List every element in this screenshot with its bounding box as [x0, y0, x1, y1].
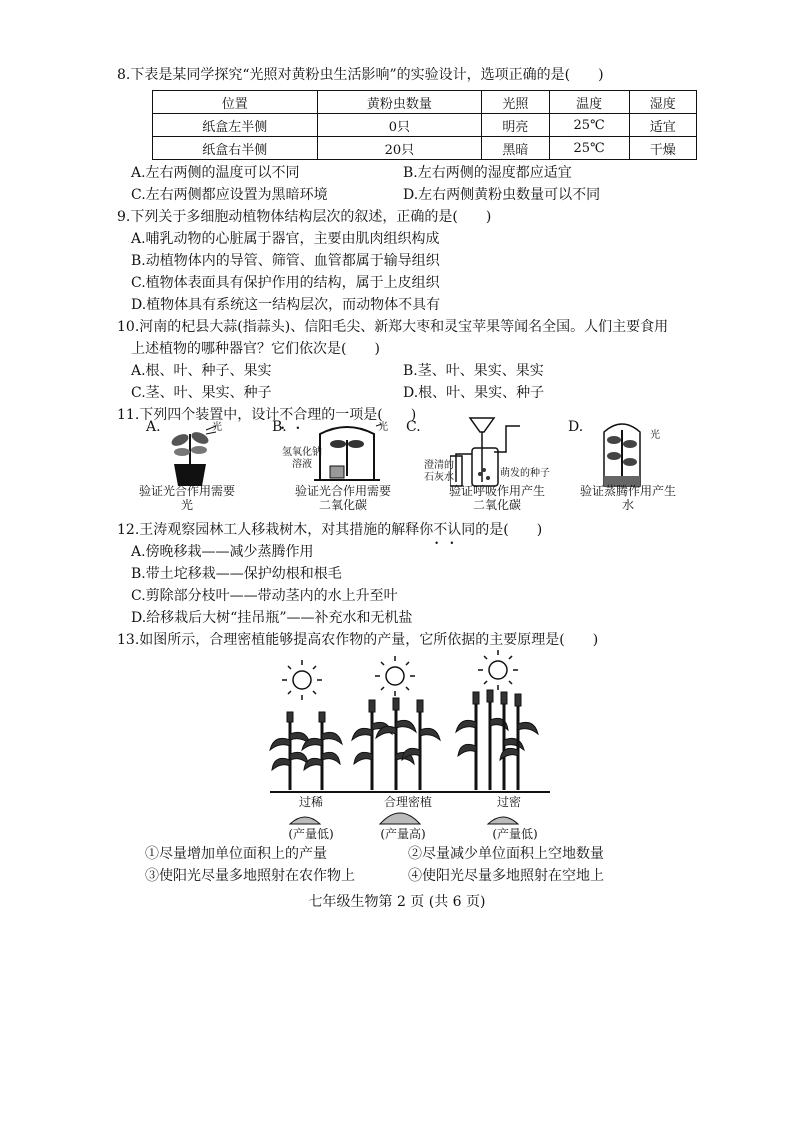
corn-plant-icon: [270, 712, 310, 790]
group-proper-label: 合理密植: [383, 795, 432, 809]
apparatus-d-bagged-plant-icon: [594, 414, 654, 490]
q10-stem-line2: 上述植物的哪种器官？它们依次是( ): [131, 341, 380, 357]
q9-option-c: C.植物体表面具有保护作用的结构，属于上皮组织: [131, 275, 440, 291]
yield-high-mound-icon: [380, 813, 420, 824]
q10-stem-line1: 10.河南的杞县大蒜(指蒜头)、信阳毛尖、新郑大枣和灵宝苹果等闻名全国。人们主要食用: [117, 319, 669, 335]
q8-stem: 8.下表是某同学探究“光照对黄粉虫生活影响”的实验设计，选项正确的是( ): [117, 67, 604, 83]
sun-icon: [282, 660, 322, 700]
q13-option-3: ③使阳光尽量多地照射在农作物上: [145, 868, 355, 884]
table-cell: 明亮: [482, 114, 549, 137]
q10-option-a: A.根、叶、种子、果实: [131, 363, 272, 379]
yield-low-mound-icon: [290, 817, 320, 824]
sun-icon: [375, 656, 415, 696]
table-header: 光照: [482, 91, 549, 114]
corn-plant-icon: [352, 700, 392, 790]
q9-stem: 9.下列关于多细胞动植物体结构层次的叙述，正确的是( ): [117, 209, 492, 225]
apparatus-c-respiration-icon: [450, 412, 530, 492]
q13-option-1: ①尽量增加单位面积上的产量: [145, 846, 327, 862]
group-dense-label: 过密: [496, 795, 521, 809]
table-cell: 干燥: [629, 137, 696, 160]
q11-label-b: B.: [272, 419, 287, 435]
caption-c: 验证呼吸作用产生二氧化碳: [448, 484, 545, 512]
table-header: 湿度: [629, 91, 696, 114]
q12-stem-part1: 12.王涛观察园林工人移栽树木，对其措施的解释你: [117, 522, 434, 538]
corn-plant-icon: [302, 712, 342, 790]
caption-d: 验证蒸腾作用产生水: [579, 484, 676, 512]
group-sparse-label: 过稀: [298, 795, 323, 809]
q13-stem: 13.如图所示，合理密植能够提高农作物的产量，它所依据的主要原理是( ): [117, 632, 599, 648]
q8-option-d: D.左右两侧黄粉虫数量可以不同: [403, 187, 601, 203]
q12-option-d: D.给移栽后大树“挂吊瓶”——补充水和无机盐: [131, 610, 413, 626]
q13-option-4: ④使阳光尽量多地照射在空地上: [408, 868, 604, 884]
table-header: 温度: [549, 91, 629, 114]
table-cell: 25℃: [549, 137, 629, 160]
table-cell: 0只: [317, 114, 482, 137]
page-footer: 七年级生物第 2 页 (共 6 页): [308, 894, 486, 910]
table-row: [153, 137, 697, 160]
q8-table: [152, 90, 697, 160]
sun-icon: [478, 650, 518, 690]
q9-option-a: A.哺乳动物的心脏属于器官，主要由肌肉组织构成: [131, 231, 440, 247]
yield-label-dense: (产量低): [492, 827, 538, 841]
yield-label-proper: (产量高): [380, 827, 426, 841]
q8-option-a: A.左右两侧的温度可以不同: [131, 165, 300, 181]
table-cell: 25℃: [549, 114, 629, 137]
q11-stem-part1: 11.下列四个装置中，设计: [117, 407, 280, 423]
light-label-d: 光: [650, 430, 660, 441]
q12-stem: [117, 521, 542, 539]
naoh-label: 氢氧化钠溶液: [282, 447, 322, 470]
q8-option-c: C.左右两侧都应设置为黑暗环境: [131, 187, 328, 203]
corn-plant-icon: [501, 692, 524, 790]
corn-plant-icon: [376, 698, 416, 790]
yield-label-sparse: (产量低): [288, 827, 334, 841]
table-header: 黄粉虫数量: [317, 91, 482, 114]
light-label-b: 光: [378, 422, 388, 433]
caption-a: 验证光合作用需要光: [138, 484, 235, 512]
table-cell: 纸盒左半侧: [153, 114, 318, 137]
apparatus-a-potted-plant-icon: [156, 420, 236, 490]
q9-option-b: B.动植物体内的导管、筛管、血管都属于输导组织: [131, 253, 440, 269]
q12-stem-part2: 的是( ): [475, 522, 543, 538]
q8-option-b: B.左右两侧的湿度都应适宜: [403, 165, 572, 181]
q12-emphasis: 不认同 • •: [433, 522, 475, 538]
q11-label-d: D.: [568, 419, 584, 435]
table-row: [153, 114, 697, 137]
table-cell: 黑暗: [482, 137, 549, 160]
q9-option-d: D.植物体具有系统这一结构层次，而动物体不具有: [131, 297, 441, 313]
table-cell: 适宜: [629, 114, 696, 137]
table-header-row: [153, 91, 697, 114]
q10-option-d: D.根、叶、果实、种子: [403, 385, 545, 401]
q11-stem-part2: 的一项是( ): [321, 407, 417, 423]
caption-b: 验证光合作用需要二氧化碳: [294, 484, 391, 512]
q12-option-c: C.剪除部分枝叶——带动茎内的水上升至叶: [131, 588, 398, 604]
corn-plant-icon: [456, 692, 479, 790]
q12-option-a: A.傍晚移栽——减少蒸腾作用: [131, 544, 314, 560]
table-cell: 20只: [317, 137, 482, 160]
q10-option-b: B.茎、叶、果实、果实: [403, 363, 544, 379]
q11-label-c: C.: [406, 419, 421, 435]
q12-option-b: B.带土坨移栽——保护幼根和根毛: [131, 566, 342, 582]
table-header: 位置: [153, 91, 318, 114]
q11-label-a: A.: [146, 419, 161, 435]
q11-emphasis: 不合理 • •: [279, 407, 321, 423]
q13-option-2: ②尽量减少单位面积上空地数量: [408, 846, 604, 862]
corn-plant-icon: [402, 700, 440, 790]
table-cell: 纸盒右半侧: [153, 137, 318, 160]
seeds-label: 萌发的种子: [500, 468, 550, 479]
light-label-a: 光: [212, 422, 222, 433]
q10-option-c: C.茎、叶、果实、种子: [131, 385, 272, 401]
yield-low-mound-icon: [488, 817, 518, 824]
limewater-label: 澄清的石灰水: [424, 460, 454, 483]
